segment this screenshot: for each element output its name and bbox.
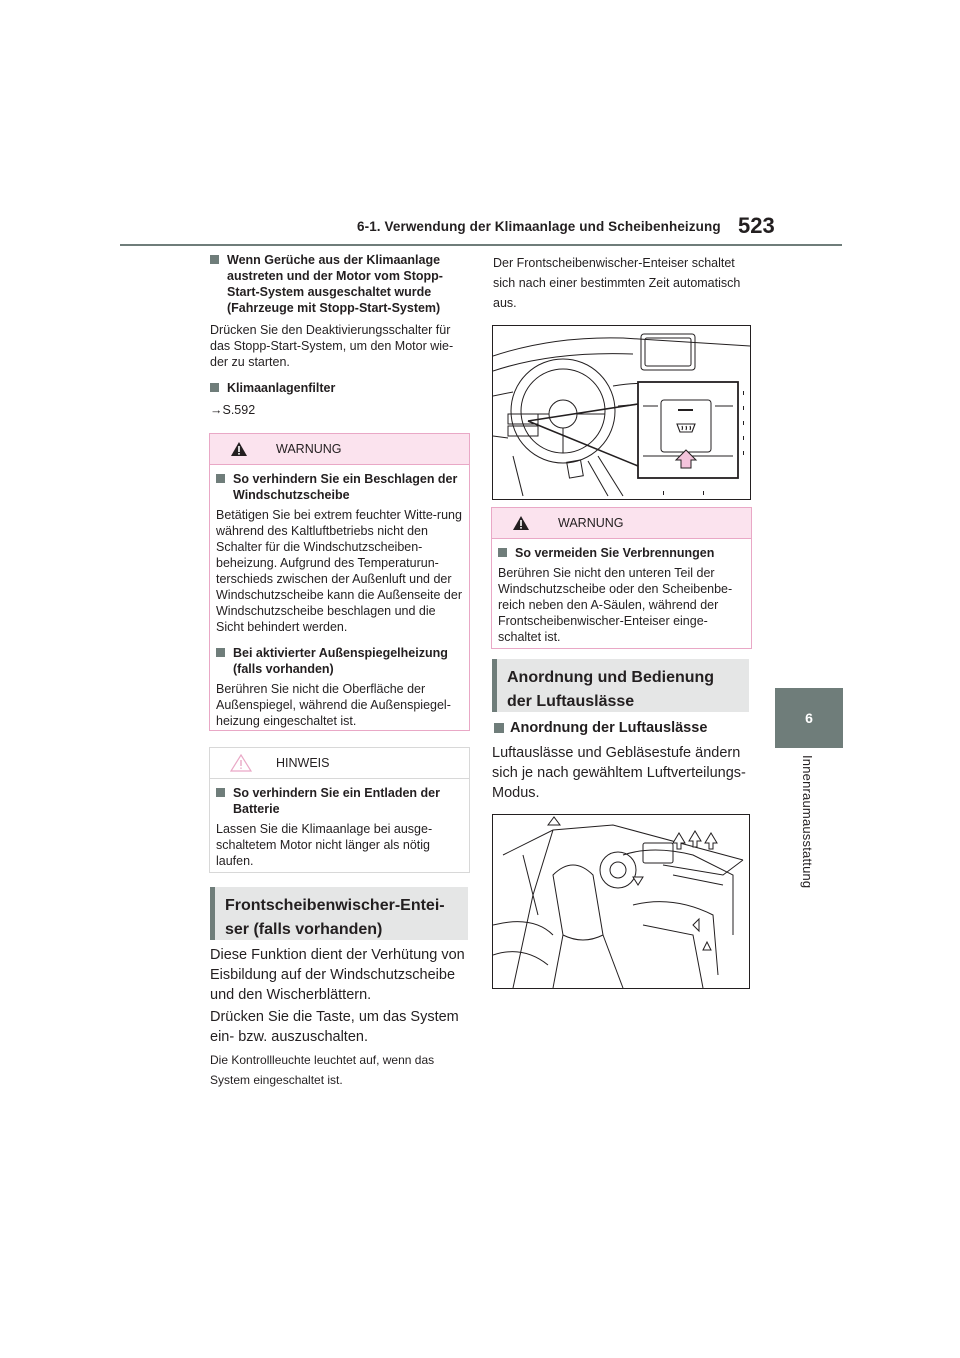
note-box-battery [209,747,470,873]
square-bullet-icon [210,383,219,392]
warning-subheading: So vermeiden Sie Verbrennungen [498,545,745,561]
note-subheading: So verhindern Sie ein Entladen der Batterie [216,785,463,817]
warning-text: Betätigen Sie bei extrem feuchter Witte-rung während des Kaltluftbetriebs nicht den Schalter für die Windschutzscheiben-beheizung. Aufgrund des Temperaturun-terschieds zwischen der Außenluft und der Windschutzscheibe kann die Außenseite der Windschutzscheibe beschlagen und die Sicht behindert werden. [216,508,462,634]
air-outlets-subheading: Anordnung der Luftauslässe [494,720,752,736]
warning-box-burns [491,507,752,649]
air-outlets-description: Luftauslässe und Gebläsestufe ändern sich je nach gewähltem Luftverteilungs-Modus. [492,745,746,801]
defroster-indicator-note: Die Kontrollleuchte leuchtet auf, wenn das System eingeschaltet ist. [210,1053,435,1087]
interior-drawing [493,815,749,988]
square-bullet-icon [210,255,219,264]
chapter-tab-label: Innenraumausstattung [800,755,815,889]
dashboard-drawing [493,326,750,499]
caution-triangle-icon [230,754,252,772]
note-text: Lassen Sie die Klimaanlage bei ausge-schaltetem Motor nicht länger als nötig laufen. [216,822,433,868]
warning-header: WARNUNG [492,508,751,539]
header-rule [120,244,842,246]
section-heading-defroster: Frontscheibenwischer-Entei-ser (falls vorhanden) [210,887,468,940]
warning-triangle-icon [230,441,248,457]
chapter-tab[interactable]: 6 [775,688,843,748]
defroster-instruction: Drücken Sie die Taste, um das System ein- bzw. auszuschalten. [210,1009,459,1045]
odor-text: Drücken Sie den Deaktivierungsschalter für das Stopp-Start-System, um den Motor wie-der zu starten. [210,323,454,369]
odor-subheading: Wenn Gerüche aus der Klimaanlage austreten und der Motor vom Stopp-Start-System ausgeschaltet wurde (Fahrzeuge mit Stopp-Start-System) [210,252,468,316]
defroster-description: Diese Funktion dient der Verhütung von Eisbildung auf der Windschutzscheibe und den Wischerblättern. [210,947,465,1003]
square-bullet-icon [216,648,225,657]
warning-header: WARNUNG [210,434,469,465]
square-bullet-icon [216,788,225,797]
interior-air-outlets-illustration [492,814,750,989]
filter-reference-link[interactable]: →S.592 [210,403,256,417]
auto-off-text: Der Frontscheibenwischer-Enteiser schaltet sich nach einer bestimmten Zeit automatisch aus. [493,256,741,310]
section-heading-air-outlets: Anordnung und Bedienung der Luftauslässe [492,659,749,712]
warning-box-fogging [209,433,470,731]
warning-text: Berühren Sie nicht den unteren Teil der Windschutzscheibe oder den Scheibenbe-reich neben den A-Säulen, während der Frontscheibenwischer-Enteiser einge-schaltet ist. [498,566,733,644]
warning-subheading: So verhindern Sie ein Beschlagen der Windschutzscheibe [216,471,463,503]
page-number: 523 [738,213,775,238]
chapter-title: 6-1. Verwendung der Klimaanlage und Scheibenheizung [357,219,721,234]
square-bullet-icon [216,474,225,483]
filter-subheading: Klimaanlagenfilter [210,380,468,396]
note-header: HINWEIS [210,748,469,779]
warning-triangle-icon [512,515,530,531]
warning-subheading: Bei aktivierter Außenspiegelheizung (falls vorhanden) [216,645,463,677]
dashboard-illustration [492,325,751,500]
square-bullet-icon [494,723,504,733]
left-column-top [210,252,468,418]
warning-text: Berühren Sie nicht die Oberfläche der Außenspiegel, während die Außenspiegel-heizung eingeschaltet ist. [216,682,451,728]
square-bullet-icon [498,548,507,557]
